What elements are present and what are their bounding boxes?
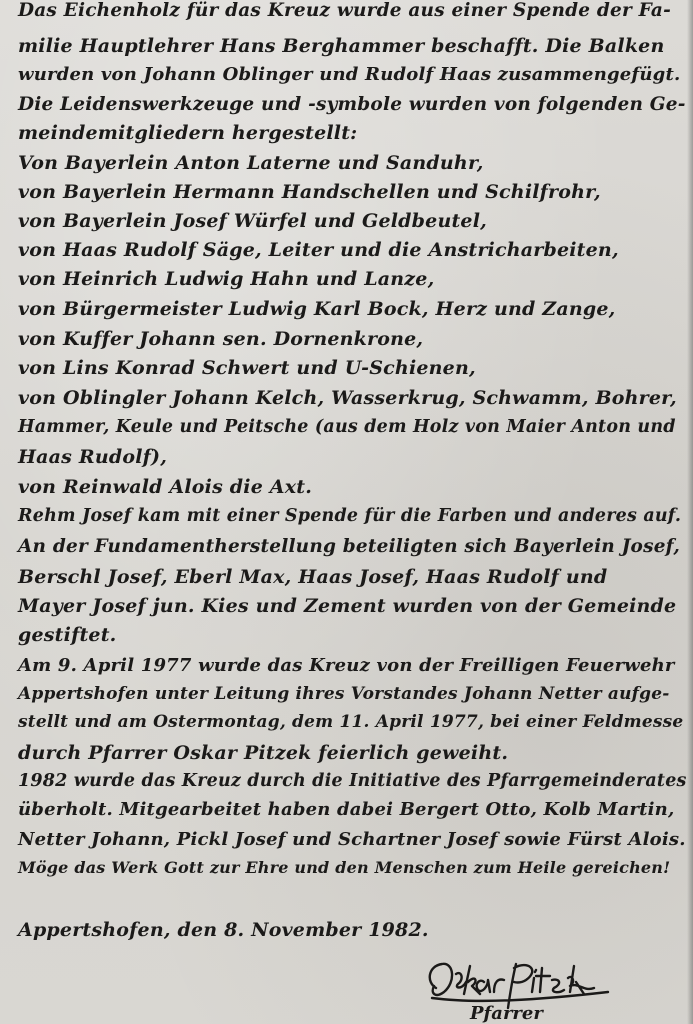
text-line-24: Appertshofen unter Leitung ihres Vorstandes Johann Netter aufge- — [18, 684, 670, 704]
text-line-02: milie Hauptlehrer Hans Berghammer beschafft. Die Balken — [18, 35, 665, 57]
text-line-19: An der Fundamentherstellung beteiligten sich Bayerlein Josef, — [18, 536, 681, 557]
text-line-26: durch Pfarrer Oskar Pitzek feierlich geweiht. — [18, 742, 509, 764]
text-line-10: von Heinrich Ludwig Hahn und Lanze, — [18, 268, 435, 290]
text-line-20: Berschl Josef, Eberl Max, Haas Josef, Haas Rudolf und — [18, 566, 608, 588]
text-line-21: Mayer Josef jun. Kies und Zement wurden von der Gemeinde — [18, 595, 677, 617]
text-line-06: Von Bayerlein Anton Laterne und Sanduhr, — [18, 152, 484, 174]
text-line-08: von Bayerlein Josef Würfel und Geldbeutel, — [18, 210, 487, 232]
text-line-05: meindemitgliedern hergestellt: — [18, 122, 358, 144]
text-line-04: Die Leidenswerkzeuge und -symbole wurden von folgenden Ge- — [18, 94, 686, 115]
text-line-15: Hammer, Keule und Peitsche (aus dem Holz von Maier Anton und — [18, 417, 676, 437]
text-line-03: wurden von Johann Oblinger und Rudolf Haas zusammengefügt. — [18, 64, 681, 85]
text-line-14: von Oblingler Johann Kelch, Wasserkrug, Schwamm, Bohrer, — [18, 387, 677, 409]
text-line-27: 1982 wurde das Kreuz durch die Initiative des Pfarrgemeinderates — [18, 771, 687, 791]
text-line-17: von Reinwald Alois die Axt. — [18, 476, 313, 498]
text-line-11: von Bürgermeister Ludwig Karl Bock, Herz und Zange, — [18, 298, 616, 320]
text-line-01: Das Eichenholz für das Kreuz wurde aus einer Spende der Fa- — [18, 0, 671, 21]
page-edge-shadow — [687, 0, 693, 1024]
text-line-30: Möge das Werk Gott zur Ehre und den Menschen zum Heile gereichen! — [18, 858, 671, 877]
text-line-28: überholt. Mitgearbeitet haben dabei Bergert Otto, Kolb Martin, — [18, 799, 675, 820]
signer-title: Pfarrer — [470, 1003, 543, 1024]
text-line-13: von Lins Konrad Schwert und U-Schienen, — [18, 357, 476, 379]
text-line-16: Haas Rudolf), — [18, 446, 168, 468]
place-date-line: Appertshofen, den 8. November 1982. — [18, 919, 429, 941]
text-line-23: Am 9. April 1977 wurde das Kreuz von der Freilligen Feuerwehr — [18, 655, 675, 676]
text-line-18: Rehm Josef kam mit einer Spende für die Farben und anderes auf. — [18, 506, 682, 526]
text-line-09: von Haas Rudolf Säge, Leiter und die Anstricharbeiten, — [18, 239, 619, 261]
text-line-25: stellt und am Ostermontag, dem 11. April 1977, bei einer Feldmesse — [18, 712, 684, 732]
text-line-07: von Bayerlein Hermann Handschellen und Schilfrohr, — [18, 181, 601, 203]
text-line-22: gestiftet. — [18, 624, 117, 646]
text-line-29: Netter Johann, Pickl Josef und Schartner Josef sowie Fürst Alois. — [18, 829, 686, 850]
text-line-12: von Kuffer Johann sen. Dornenkrone, — [18, 328, 424, 350]
